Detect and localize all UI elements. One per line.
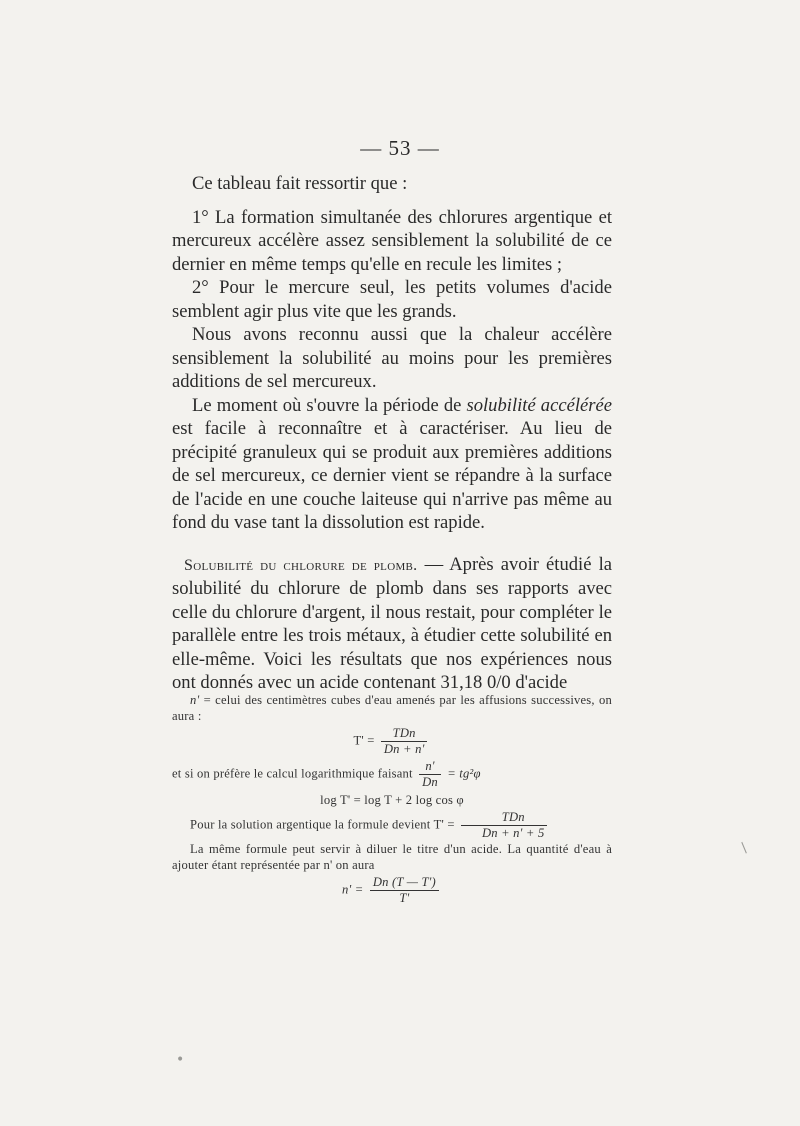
formula-5 [172, 875, 612, 906]
formula-2-rhs: = tg²φ [447, 766, 481, 781]
formula-4-numerator: TDn [461, 810, 547, 826]
paragraph-4-start: Le moment où s'ouvre la période de [192, 394, 467, 416]
footnote [172, 692, 612, 908]
footnote-line-3 [172, 810, 612, 841]
footnote-line-2-text: et si on préfère le calcul logarithmique faisant [172, 766, 413, 781]
paragraph-2: 2° Pour le mercure seul, les petits volumes d'acide semblent agir plus vite que les grands. [172, 277, 612, 322]
paragraph-4 [172, 394, 612, 535]
margin-speck: • [176, 1052, 185, 1068]
formula-1 [172, 726, 612, 757]
formula-2-numerator: n' [419, 759, 441, 775]
footnote-line-1-text: = celui des centimètres cubes d'eau amenés par les affusions successives, on aura : [172, 693, 612, 723]
intro-paragraph: Ce tableau fait ressortir que : [192, 173, 408, 194]
formula-4-fraction [461, 810, 547, 841]
footnote-line-1 [172, 692, 612, 724]
section-title: Solubilité du chlorure de plomb. [184, 556, 418, 574]
footnote-line-2 [172, 759, 612, 790]
formula-5-denominator: T' [399, 891, 410, 905]
formula-5-numerator: Dn (T — T') [370, 875, 439, 891]
formula-2-denominator: Dn [422, 775, 438, 789]
formula-1-lhs: T' = [353, 733, 375, 748]
emphasis-solubilite-acceleree: solubilité accélérée [466, 394, 613, 416]
footnote-variable: n' [190, 693, 200, 707]
formula-2-fraction [419, 759, 441, 790]
paragraph-1: 1° La formation simultanée des chlorures argentique et mercureux accélère assez sensiblement la solubilité de ce dernier en même temps qu'elle en recule les limites ; [172, 206, 612, 275]
formula-3: log T' = log T + 2 log cos φ [320, 793, 464, 807]
formula-1-denominator: Dn + n' [383, 742, 425, 756]
paragraph-4-end: est facile à reconnaître et à caractériser. Au lieu de précipité granuleux qui se produit aux premières additions de sel mercureux, ce dernier vient se répandre à la surface de l'acide en une couche laiteuse qui n'arrive pas même au fond du vase tant la dissolution est rapide. [172, 418, 612, 533]
footnote-line-4: La même formule peut servir à diluer le titre d'un acide. La quantité d'eau à ajouter étant représentée par n' on aura [172, 842, 612, 872]
formula-5-lhs: n' = [342, 882, 364, 897]
formula-4-denominator: Dn + n' + 5 [482, 826, 545, 840]
section-text: — Après avoir étudié la solubilité du chlorure de plomb dans ses rapports avec celle du chlorure d'argent, il nous restait, pour compléter le parallèle entre les trois métaux, à étudier cette solubilité en elle-même. Voici les résultats que nos expériences nous ont donnés avec un acide contenant 31,18 0/0 d'acide [172, 553, 612, 693]
paragraph-3: Nous avons reconnu aussi que la chaleur accélère sensiblement la solubilité au moins pour les premières additions de sel mercureux. [172, 324, 612, 392]
margin-tick: / [737, 840, 752, 856]
section-paragraph [172, 553, 612, 695]
formula-1-fraction [381, 726, 428, 757]
formula-1-numerator: TDn [381, 726, 428, 742]
page-number: — 53 — [360, 136, 440, 160]
formula-5-fraction [370, 875, 439, 906]
main-text [172, 172, 612, 695]
footnote-line-3-text: Pour la solution argentique la formule devient T' = [190, 817, 455, 832]
